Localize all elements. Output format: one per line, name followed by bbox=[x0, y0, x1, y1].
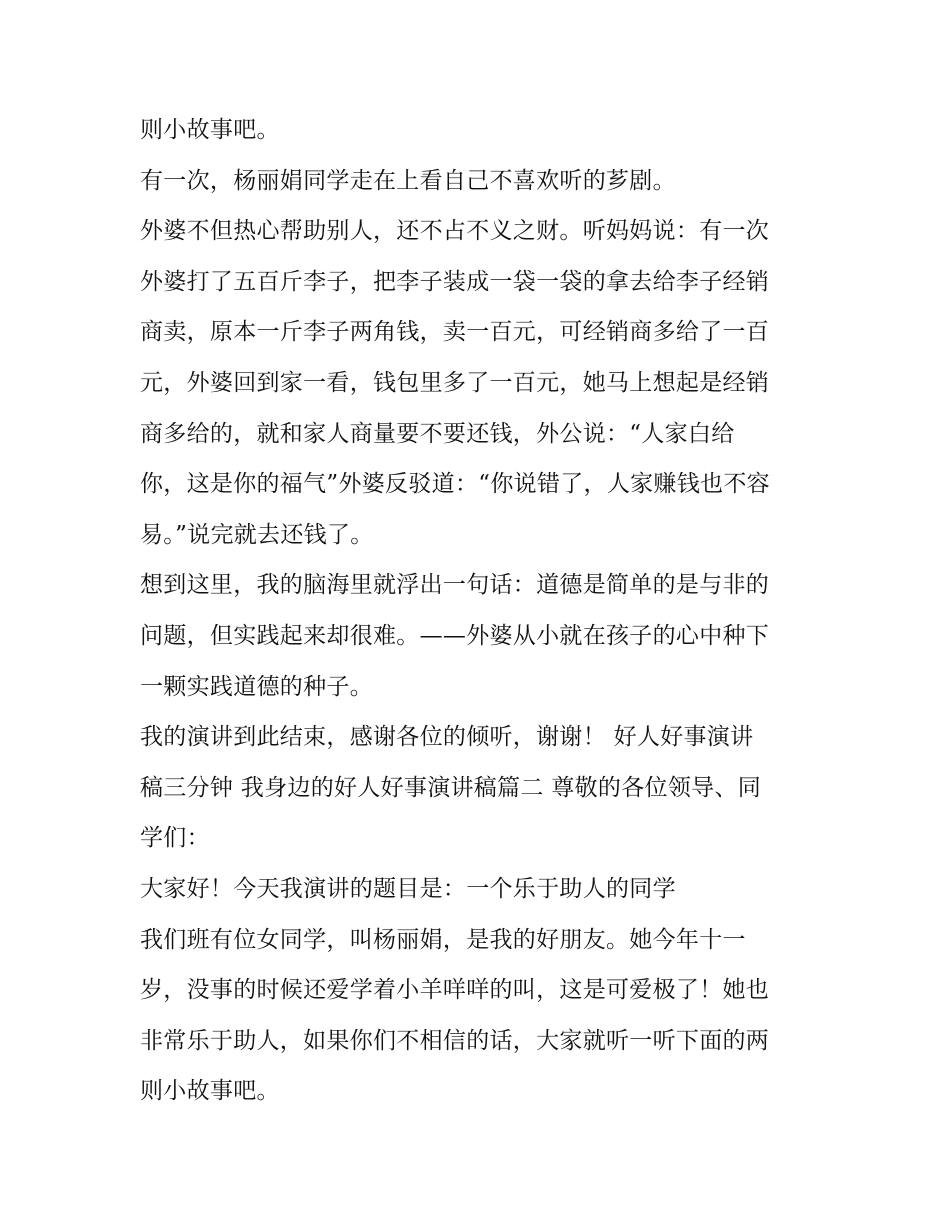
text-line: 有一次，杨丽娟同学走在上看自己不喜欢听的芗剧。 bbox=[140, 167, 676, 194]
text-line: 学们： bbox=[140, 825, 210, 852]
text-line: 稿三分钟 我身边的好人好事演讲稿篇二 尊敬的各位领导、同 bbox=[140, 774, 762, 801]
text-line: 非常乐于助人，如果你们不相信的话，大家就听一听下面的两 bbox=[140, 1027, 770, 1054]
text-line: 则小故事吧。 bbox=[140, 117, 280, 143]
text-line: 则小故事吧。 bbox=[140, 1078, 280, 1105]
text-line: 我们班有位女同学，叫杨丽娟，是我的好朋友。她今年十一 bbox=[140, 926, 746, 953]
text-line: 外婆打了五百斤李子，把李子装成一袋一袋的拿去给李子经销 bbox=[140, 268, 770, 295]
text-line: 问题，但实践起来却很难。——外婆从小就在孩子的心中种下 bbox=[140, 622, 770, 649]
text-line: 商多给的，就和家人商量要不要还钱，外公说：“人家白给 bbox=[140, 420, 735, 447]
text-line: 元，外婆回到家一看，钱包里多了一百元，她马上想起是经销 bbox=[140, 369, 770, 396]
text-line: 易。”说完就去还钱了。 bbox=[140, 521, 374, 548]
text-line: 我的演讲到此结束，感谢各位的倾听，谢谢！ 好人好事演讲 bbox=[140, 724, 754, 751]
text-line: 一颗实践道德的种子。 bbox=[140, 673, 373, 700]
text-line: 想到这里，我的脑海里就浮出一句话：道德是简单的是与非的 bbox=[140, 572, 770, 599]
text-line: 外婆不但热心帮助别人，还不占不义之财。听妈妈说：有一次 bbox=[140, 218, 770, 245]
document-body bbox=[140, 105, 820, 1117]
text-line: 岁，没事的时候还爱学着小羊咩咩的叫，这是可爱极了！她也 bbox=[140, 977, 770, 1004]
text-line: 你，这是你的福气”外婆反驳道：“你说错了，人家赚钱也不容 bbox=[140, 471, 770, 498]
text-line: 商卖，原本一斤李子两角钱，卖一百元，可经销商多给了一百 bbox=[140, 319, 770, 346]
text-line: 大家好！今天我演讲的题目是：一个乐于助人的同学 bbox=[140, 875, 676, 902]
